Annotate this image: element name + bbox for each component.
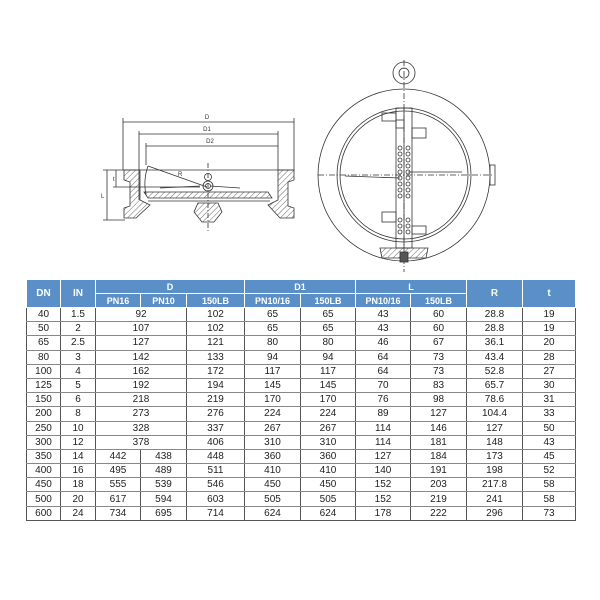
front-view (318, 60, 495, 272)
cell-l-150lb: 73 (411, 364, 467, 378)
table-row (27, 421, 576, 435)
cell-l-pn1016: 178 (356, 506, 411, 520)
cell-d-pn16: 617 (96, 492, 141, 506)
cell-t: 58 (523, 492, 576, 506)
header-d: D (96, 280, 245, 294)
cell-t: 45 (523, 449, 576, 463)
cell-d1-150lb: 80 (301, 336, 356, 350)
header-r: R (467, 280, 523, 308)
cell-d-pn: 142 (96, 350, 187, 364)
cell-d-150lb: 511 (187, 464, 245, 478)
cell-in: 12 (61, 435, 96, 449)
cell-l-pn1016: 152 (356, 478, 411, 492)
cell-in: 4 (61, 364, 96, 378)
cell-l-150lb: 60 (411, 308, 467, 322)
header-d-pn10: PN10 (141, 294, 187, 308)
cell-d-pn16: 734 (96, 506, 141, 520)
header-l-150lb: 150LB (411, 294, 467, 308)
cell-r: 52.8 (467, 364, 523, 378)
dimension-table (26, 279, 576, 521)
cell-dn: 50 (27, 322, 61, 336)
cell-l-150lb: 219 (411, 492, 467, 506)
cell-d1-pn1016: 80 (245, 336, 301, 350)
cell-r: 43.4 (467, 350, 523, 364)
cell-d-150lb: 546 (187, 478, 245, 492)
cell-d1-pn1016: 65 (245, 308, 301, 322)
cell-t: 43 (523, 435, 576, 449)
svg-text:D: D (204, 115, 210, 121)
cell-dn: 350 (27, 449, 61, 463)
cell-r: 28.8 (467, 308, 523, 322)
cell-l-150lb: 67 (411, 336, 467, 350)
cell-l-150lb: 191 (411, 464, 467, 478)
cell-d1-150lb: 310 (301, 435, 356, 449)
cell-t: 73 (523, 506, 576, 520)
cell-dn: 150 (27, 393, 61, 407)
cell-d1-pn1016: 410 (245, 464, 301, 478)
cell-l-150lb: 222 (411, 506, 467, 520)
cell-l-pn1016: 114 (356, 421, 411, 435)
header-d-150lb: 150LB (187, 294, 245, 308)
cell-d1-150lb: 224 (301, 407, 356, 421)
cell-dn: 400 (27, 464, 61, 478)
cell-r: 296 (467, 506, 523, 520)
cell-d-pn: 162 (96, 364, 187, 378)
cell-d1-150lb: 94 (301, 350, 356, 364)
table-row (27, 435, 576, 449)
cell-in: 2 (61, 322, 96, 336)
cell-l-150lb: 83 (411, 378, 467, 392)
cell-r: 148 (467, 435, 523, 449)
cell-in: 6 (61, 393, 96, 407)
cell-dn: 65 (27, 336, 61, 350)
table-row (27, 407, 576, 421)
cell-l-150lb: 60 (411, 322, 467, 336)
cell-d-pn: 107 (96, 322, 187, 336)
cell-t: 19 (523, 322, 576, 336)
header-d1-pn1016: PN10/16 (245, 294, 301, 308)
cell-d1-150lb: 145 (301, 378, 356, 392)
cell-d-pn10: 539 (141, 478, 187, 492)
cell-r: 78.6 (467, 393, 523, 407)
cell-d1-pn1016: 450 (245, 478, 301, 492)
cell-t: 33 (523, 407, 576, 421)
cell-d1-pn1016: 624 (245, 506, 301, 520)
cell-d1-pn1016: 170 (245, 393, 301, 407)
cell-d-pn: 92 (96, 308, 187, 322)
cell-l-pn1016: 43 (356, 322, 411, 336)
cell-d-pn10: 489 (141, 464, 187, 478)
cell-d1-150lb: 170 (301, 393, 356, 407)
cell-t: 27 (523, 364, 576, 378)
cell-l-150lb: 181 (411, 435, 467, 449)
header-d-pn16: PN16 (96, 294, 141, 308)
cell-r: 241 (467, 492, 523, 506)
table-body (27, 308, 576, 521)
cell-t: 50 (523, 421, 576, 435)
cell-d-pn: 127 (96, 336, 187, 350)
cell-d1-150lb: 65 (301, 308, 356, 322)
table-row (27, 350, 576, 364)
cell-d-150lb: 121 (187, 336, 245, 350)
svg-text:t: t (113, 177, 115, 183)
cell-d1-pn1016: 310 (245, 435, 301, 449)
table-row (27, 449, 576, 463)
cell-d-pn16: 495 (96, 464, 141, 478)
cell-d1-150lb: 450 (301, 478, 356, 492)
cell-dn: 500 (27, 492, 61, 506)
cell-r: 173 (467, 449, 523, 463)
cell-in: 14 (61, 449, 96, 463)
cell-t: 31 (523, 393, 576, 407)
cell-l-pn1016: 43 (356, 308, 411, 322)
cell-d-pn10: 695 (141, 506, 187, 520)
cell-t: 58 (523, 478, 576, 492)
cell-d1-pn1016: 224 (245, 407, 301, 421)
cell-d-150lb: 194 (187, 378, 245, 392)
cell-d1-150lb: 505 (301, 492, 356, 506)
cell-d-150lb: 219 (187, 393, 245, 407)
cell-t: 30 (523, 378, 576, 392)
cell-d-150lb: 276 (187, 407, 245, 421)
cell-d-pn: 218 (96, 393, 187, 407)
cell-dn: 80 (27, 350, 61, 364)
cell-l-pn1016: 114 (356, 435, 411, 449)
cell-d1-150lb: 267 (301, 421, 356, 435)
cell-d-pn10: 594 (141, 492, 187, 506)
cell-in: 1.5 (61, 308, 96, 322)
svg-text:L: L (101, 194, 105, 200)
cell-d-150lb: 406 (187, 435, 245, 449)
cell-l-pn1016: 127 (356, 449, 411, 463)
cell-l-pn1016: 89 (356, 407, 411, 421)
cell-dn: 100 (27, 364, 61, 378)
svg-text:D1: D1 (203, 127, 211, 133)
cell-dn: 125 (27, 378, 61, 392)
cell-dn: 450 (27, 478, 61, 492)
cell-d1-pn1016: 267 (245, 421, 301, 435)
table-row (27, 492, 576, 506)
table-row (27, 393, 576, 407)
cell-l-pn1016: 64 (356, 364, 411, 378)
cell-t: 20 (523, 336, 576, 350)
cell-in: 10 (61, 421, 96, 435)
cell-d1-pn1016: 360 (245, 449, 301, 463)
cell-l-pn1016: 46 (356, 336, 411, 350)
cell-d1-150lb: 117 (301, 364, 356, 378)
cell-d-pn16: 555 (96, 478, 141, 492)
cell-d1-pn1016: 505 (245, 492, 301, 506)
table-row (27, 506, 576, 520)
cell-d1-150lb: 624 (301, 506, 356, 520)
cell-t: 28 (523, 350, 576, 364)
svg-text:D2: D2 (206, 139, 214, 145)
cell-in: 16 (61, 464, 96, 478)
cell-l-150lb: 184 (411, 449, 467, 463)
cell-dn: 300 (27, 435, 61, 449)
cell-d1-pn1016: 117 (245, 364, 301, 378)
cell-d-150lb: 172 (187, 364, 245, 378)
table-row (27, 308, 576, 322)
cell-l-pn1016: 76 (356, 393, 411, 407)
technical-drawing (0, 0, 600, 275)
cell-d1-pn1016: 65 (245, 322, 301, 336)
cell-r: 65.7 (467, 378, 523, 392)
cell-r: 104.4 (467, 407, 523, 421)
table-row (27, 478, 576, 492)
cell-l-pn1016: 152 (356, 492, 411, 506)
header-d1: D1 (245, 280, 356, 294)
cell-d-pn: 378 (96, 435, 187, 449)
cell-l-pn1016: 70 (356, 378, 411, 392)
cell-l-150lb: 127 (411, 407, 467, 421)
cell-d-150lb: 102 (187, 308, 245, 322)
cell-in: 24 (61, 506, 96, 520)
cell-dn: 600 (27, 506, 61, 520)
cell-in: 18 (61, 478, 96, 492)
cell-d1-pn1016: 145 (245, 378, 301, 392)
cell-d1-pn1016: 94 (245, 350, 301, 364)
cell-l-pn1016: 140 (356, 464, 411, 478)
cell-d1-150lb: 65 (301, 322, 356, 336)
svg-text:R: R (178, 172, 183, 178)
cell-r: 217.8 (467, 478, 523, 492)
cell-in: 20 (61, 492, 96, 506)
cell-l-150lb: 146 (411, 421, 467, 435)
side-section-view (101, 115, 294, 232)
cell-d-pn: 273 (96, 407, 187, 421)
cell-r: 198 (467, 464, 523, 478)
cell-d-pn: 328 (96, 421, 187, 435)
cell-d-150lb: 603 (187, 492, 245, 506)
table-header-row-1 (27, 280, 576, 294)
cell-d-pn10: 438 (141, 449, 187, 463)
cell-t: 19 (523, 308, 576, 322)
cell-d1-150lb: 410 (301, 464, 356, 478)
cell-d-150lb: 337 (187, 421, 245, 435)
cell-in: 5 (61, 378, 96, 392)
cell-l-150lb: 98 (411, 393, 467, 407)
cell-in: 3 (61, 350, 96, 364)
cell-d-150lb: 448 (187, 449, 245, 463)
cell-dn: 200 (27, 407, 61, 421)
table-row (27, 464, 576, 478)
cell-d-pn: 192 (96, 378, 187, 392)
cell-l-pn1016: 64 (356, 350, 411, 364)
cell-d-150lb: 102 (187, 322, 245, 336)
cell-dn: 40 (27, 308, 61, 322)
cell-r: 127 (467, 421, 523, 435)
cell-d-150lb: 714 (187, 506, 245, 520)
cell-d1-150lb: 360 (301, 449, 356, 463)
table-row (27, 364, 576, 378)
table-row (27, 336, 576, 350)
cell-r: 36.1 (467, 336, 523, 350)
header-l-pn1016: PN10/16 (356, 294, 411, 308)
table-row (27, 322, 576, 336)
header-in: IN (61, 280, 96, 308)
cell-d-150lb: 133 (187, 350, 245, 364)
header-d1-150lb: 150LB (301, 294, 356, 308)
table-row (27, 378, 576, 392)
header-l: L (356, 280, 467, 294)
cell-l-150lb: 73 (411, 350, 467, 364)
header-t: t (523, 280, 576, 308)
cell-l-150lb: 203 (411, 478, 467, 492)
cell-r: 28.8 (467, 322, 523, 336)
cell-in: 2.5 (61, 336, 96, 350)
cell-in: 8 (61, 407, 96, 421)
cell-d-pn16: 442 (96, 449, 141, 463)
cell-dn: 250 (27, 421, 61, 435)
header-dn: DN (27, 280, 61, 308)
cell-t: 52 (523, 464, 576, 478)
